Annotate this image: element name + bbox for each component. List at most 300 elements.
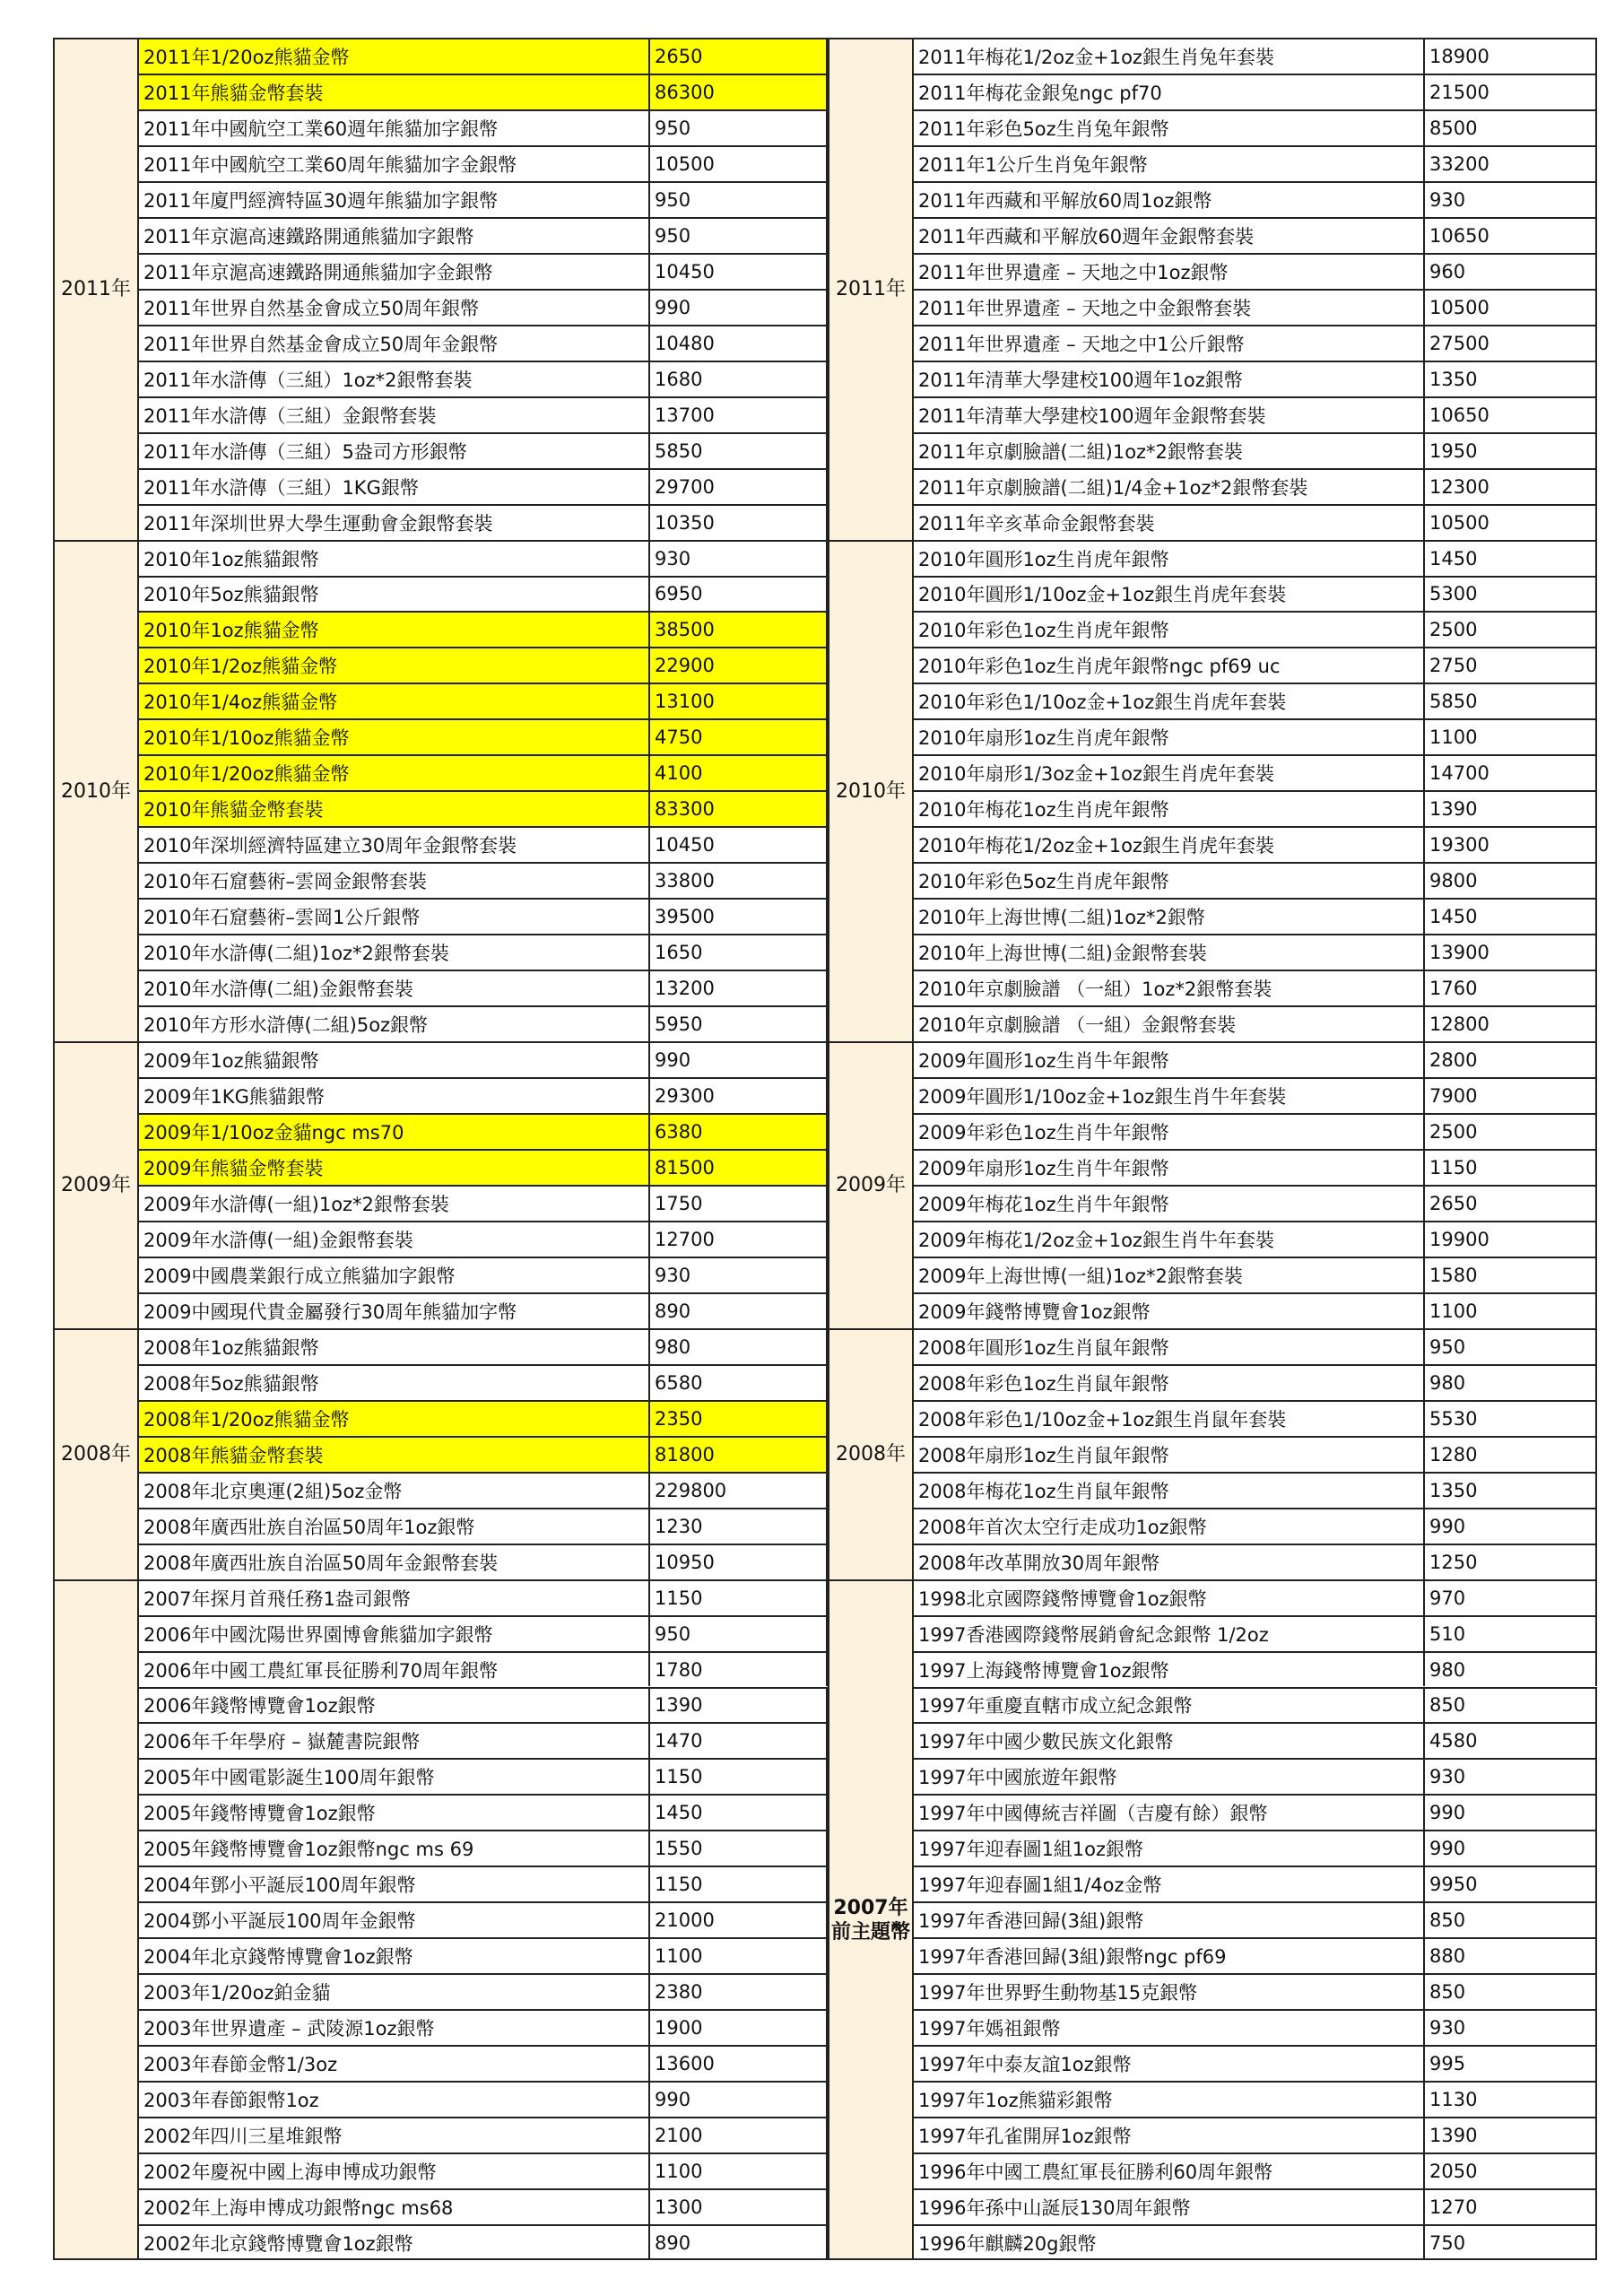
coin-price: 980 [650,1330,828,1364]
coin-name: 1997年世界野生動物基15克銀幣 [914,1975,1425,2009]
coin-name: 2010年圓形1/10oz金+1oz銀生肖虎年套裝 [914,578,1425,612]
coin-name: 2011年1/20oz熊貓金幣 [139,39,650,74]
coin-price: 33200 [1425,147,1597,181]
table-row [914,361,1597,396]
table-row [914,1579,1597,1615]
coin-name: 2008年1/20oz熊貓金幣 [139,1402,650,1436]
table-row [139,1579,828,1615]
table-row [139,1901,828,1937]
coin-name: 2006年錢幣博覽會1oz銀幣 [139,1689,650,1723]
coin-name: 2009年彩色1oz生肖牛年銀幣 [914,1115,1425,1149]
table-row [914,1866,1597,1901]
coin-price: 1900 [650,2011,828,2045]
coin-price: 1580 [1425,1258,1597,1292]
table-row [139,2224,828,2260]
table-row [139,934,828,970]
coin-name: 2005年錢幣博覽會1oz銀幣 [139,1796,650,1830]
table-row [914,1973,1597,2009]
coin-price: 2800 [1425,1043,1597,1077]
coin-price: 18900 [1425,39,1597,74]
coin-name: 2010年1/2oz熊貓金幣 [139,648,650,683]
coin-price: 850 [1425,1903,1597,1937]
year-group [53,540,828,1042]
coin-name: 1996年孫中山誕辰130周年銀幣 [914,2190,1425,2224]
coin-name: 2011年京滬高速鐵路開通熊貓加字銀幣 [139,219,650,253]
coin-price: 5950 [650,1007,828,1041]
table-row [914,432,1597,468]
table-row [139,1472,828,1508]
table-row [914,2045,1597,2081]
coin-name: 2010年深圳經濟特區建立30周年金銀幣套裝 [139,828,650,862]
coin-price: 990 [1425,1509,1597,1544]
coin-price: 1130 [1425,2083,1597,2117]
coin-name: 2010年熊貓金幣套裝 [139,792,650,826]
coin-price: 930 [650,1258,828,1292]
coin-name: 2010年梅花1/2oz金+1oz銀生肖虎年套裝 [914,828,1425,862]
coin-price: 1150 [650,1760,828,1794]
coin-name: 2011年梅花1/2oz金+1oz銀生肖兔年套裝 [914,39,1425,74]
table-row [139,1364,828,1400]
coin-price: 2650 [650,39,828,74]
coin-price: 10350 [650,506,828,540]
coin-name: 2009年梅花1/2oz金+1oz銀生肖牛年套裝 [914,1222,1425,1257]
coin-name: 2003年春節銀幣1oz [139,2083,650,2117]
table-row [139,181,828,217]
table-row [139,1722,828,1758]
price-list-sheet [53,38,1597,2260]
coin-price: 950 [650,111,828,145]
coin-name: 2008年圓形1oz生肖鼠年銀幣 [914,1330,1425,1364]
coin-name: 2011年西藏和平解放60週年金銀幣套裝 [914,219,1425,253]
coin-price: 5300 [1425,578,1597,612]
table-row [914,934,1597,970]
coin-name: 2003年春節金幣1/3oz [139,2047,650,2081]
table-row [139,1544,828,1579]
coin-name: 1997年香港回歸(3組)銀幣 [914,1903,1425,1937]
table-row [914,2009,1597,2045]
table-row [139,826,828,862]
coin-price: 990 [1425,1796,1597,1830]
coin-name: 2002年慶祝中國上海申博成功銀幣 [139,2154,650,2188]
coin-price: 13100 [650,684,828,718]
coin-price: 10500 [650,147,828,181]
coin-name: 2005年錢幣博覽會1oz銀幣ngc ms 69 [139,1831,650,1866]
coin-name: 2011年水滸傳（三組）1KG銀幣 [139,470,650,504]
coin-name: 1997年重慶直轄市成立紀念銀幣 [914,1689,1425,1723]
year-label: 2009年 [53,1041,139,1328]
coin-name: 2009年上海世博(一組)1oz*2銀幣套裝 [914,1258,1425,1292]
coin-name: 2008年北京奧運(2組)5oz金幣 [139,1474,650,1508]
coin-price: 2100 [650,2118,828,2152]
coin-name: 2008年扇形1oz生肖鼠年銀幣 [914,1438,1425,1472]
table-row [139,576,828,612]
coin-name: 2010年圓形1oz生肖虎年銀幣 [914,542,1425,576]
coin-price: 930 [1425,2011,1597,2045]
coin-name: 2006年中國沈陽世界園博會熊貓加字銀幣 [139,1617,650,1651]
year-label: 2011年 [828,38,914,540]
table-row [139,1257,828,1292]
coin-name: 1997年中國傳統吉祥圖（吉慶有餘）銀幣 [914,1796,1425,1830]
coin-price: 1150 [1425,1151,1597,1185]
coin-price: 13900 [1425,935,1597,970]
coin-name: 2011年世界遺產 – 天地之中1公斤銀幣 [914,326,1425,361]
table-row [914,826,1597,862]
coin-name: 1996年中國工農紅軍長征勝利60周年銀幣 [914,2154,1425,2188]
year-label: 2008年 [53,1328,139,1579]
coin-name: 2011年世界自然基金會成立50周年銀幣 [139,291,650,325]
coin-price: 2500 [1425,613,1597,647]
coin-price: 21000 [650,1903,828,1937]
table-row [139,1508,828,1544]
table-row [139,1615,828,1651]
coin-name: 2006年千年學府 – 嶽麓書院銀幣 [139,1724,650,1758]
coin-name: 1996年麒麟20g銀幣 [914,2226,1425,2260]
coin-name: 2011年彩色5oz生肖兔年銀幣 [914,111,1425,145]
coin-name: 2010年彩色1oz生肖虎年銀幣ngc pf69 uc [914,648,1425,683]
table-row [139,2081,828,2117]
coin-name: 2010年上海世博(二組)1oz*2銀幣 [914,900,1425,934]
coin-name: 2010年方形水滸傳(二組)5oz銀幣 [139,1007,650,1041]
coin-price: 81500 [650,1151,828,1185]
coin-name: 1997年香港回歸(3組)銀幣ngc pf69 [914,1939,1425,1973]
coin-name: 2008年熊貓金幣套裝 [139,1438,650,1472]
coin-price: 510 [1425,1617,1597,1651]
coin-price: 1100 [1425,1294,1597,1328]
coin-name: 2003年1/20oz鉑金貓 [139,1975,650,2009]
table-row [139,289,828,325]
coin-price: 1270 [1425,2190,1597,2224]
coin-name: 2010年上海世博(二組)金銀幣套裝 [914,935,1425,970]
coin-name: 2008年1oz熊貓銀幣 [139,1330,650,1364]
table-row [914,217,1597,253]
coin-name: 2002年上海申博成功銀幣ngc ms68 [139,2190,650,2224]
table-row [914,2224,1597,2260]
table-row [139,1328,828,1364]
year-group [828,1328,1597,1579]
year-group [53,1328,828,1579]
coin-price: 1390 [1425,2118,1597,2152]
coin-name: 2005年中國電影誕生100周年銀幣 [139,1760,650,1794]
year-label: 2008年 [828,1328,914,1579]
table-row [914,1257,1597,1292]
coin-price: 890 [650,1294,828,1328]
coin-name: 2009年扇形1oz生肖牛年銀幣 [914,1151,1425,1185]
table-row [139,1041,828,1077]
coin-price: 83300 [650,792,828,826]
table-row [914,862,1597,898]
coin-price: 8500 [1425,111,1597,145]
coin-name: 1997年迎春圖1組1/4oz金幣 [914,1867,1425,1901]
coin-name: 2003年世界遺產 – 武陵源1oz銀幣 [139,2011,650,2045]
coin-price: 1470 [650,1724,828,1758]
table-row [914,38,1597,74]
table-row [914,2081,1597,2117]
coin-name: 2004年鄧小平誕辰100周年銀幣 [139,1867,650,1901]
coin-price: 10450 [650,255,828,289]
table-row [139,2045,828,2081]
coin-price: 990 [1425,1831,1597,1866]
coin-name: 2010年1/10oz熊貓金幣 [139,720,650,754]
table-bottom-border [828,2258,1597,2260]
coin-name: 1997香港國際錢幣展銷會紀念銀幣 1/2oz [914,1617,1425,1651]
coin-price: 1250 [1425,1545,1597,1579]
coin-name: 2009年錢幣博覽會1oz銀幣 [914,1294,1425,1328]
table-row [139,1149,828,1185]
table-row [139,361,828,396]
coin-price: 1100 [650,1939,828,1973]
coin-price: 27500 [1425,326,1597,361]
coin-name: 2011年清華大學建校100週年金銀幣套裝 [914,398,1425,432]
table-row [139,1866,828,1901]
coin-name: 2006年中國工農紅軍長征勝利70周年銀幣 [139,1653,650,1687]
table-row [139,38,828,74]
coin-name: 2002年四川三星堆銀幣 [139,2118,650,2152]
table-row [139,1113,828,1149]
table-row [139,718,828,754]
table-row [914,1901,1597,1937]
coin-name: 2009年1/10oz金貓ngc ms70 [139,1115,650,1149]
coin-name: 2010年彩色1oz生肖虎年銀幣 [914,613,1425,647]
coin-price: 1350 [1425,362,1597,396]
table-row [139,145,828,181]
coin-price: 6950 [650,578,828,612]
coin-price: 890 [650,2226,828,2260]
coin-name: 2009中國現代貴金屬發行30周年熊貓加字幣 [139,1294,650,1328]
coin-price: 2380 [650,1975,828,2009]
table-row [139,1077,828,1113]
coin-price: 12800 [1425,1007,1597,1041]
table-row [914,611,1597,647]
coin-name: 1997年中泰友誼1oz銀幣 [914,2047,1425,2081]
table-row [914,2117,1597,2152]
coin-name: 2009年1KG熊貓銀幣 [139,1079,650,1113]
coin-price: 1150 [650,1581,828,1615]
coin-price: 1390 [1425,792,1597,826]
table-row [914,647,1597,683]
coin-name: 2009年圓形1oz生肖牛年銀幣 [914,1043,1425,1077]
table-row [914,1508,1597,1544]
coin-name: 2011年西藏和平解放60周1oz銀幣 [914,183,1425,217]
table-row [139,1221,828,1257]
coin-price: 12700 [650,1222,828,1257]
coin-name: 1997年1oz熊貓彩銀幣 [914,2083,1425,2117]
table-row [914,540,1597,576]
table-row [914,1830,1597,1866]
table-row [914,253,1597,289]
year-group [53,38,828,540]
table-row [139,611,828,647]
table-row [139,1185,828,1221]
coin-price: 14700 [1425,756,1597,790]
table-row [139,1937,828,1973]
coin-name: 2010年1/20oz熊貓金幣 [139,756,650,790]
coin-name: 1997年中國少數民族文化銀幣 [914,1724,1425,1758]
coin-price: 1760 [1425,971,1597,1005]
coin-name: 2011年世界自然基金會成立50周年金銀幣 [139,326,650,361]
year-label: 2010年 [53,540,139,1042]
coin-price: 33800 [650,864,828,898]
coin-price: 930 [650,542,828,576]
table-row [914,1472,1597,1508]
table-row [139,898,828,934]
coin-name: 2010年5oz熊貓銀幣 [139,578,650,612]
coin-price: 980 [1425,1653,1597,1687]
coin-name: 2010年1oz熊貓金幣 [139,613,650,647]
table-row [914,1400,1597,1436]
coin-price: 1750 [650,1187,828,1221]
coin-name: 1997年迎春圖1組1oz銀幣 [914,1831,1425,1866]
coin-name: 2011年廈門經濟特區30週年熊貓加字銀幣 [139,183,650,217]
coin-price: 1230 [650,1509,828,1544]
coin-name: 2010年扇形1oz生肖虎年銀幣 [914,720,1425,754]
coin-price: 2500 [1425,1115,1597,1149]
coin-price: 39500 [650,900,828,934]
coin-price: 750 [1425,2226,1597,2260]
year-label: 2007年 前主題幣 [828,1579,914,2260]
table-row [914,504,1597,540]
table-row [139,2152,828,2188]
year-group [828,38,1597,540]
coin-name: 2011年京劇臉譜(二組)1/4金+1oz*2銀幣套裝 [914,470,1425,504]
coin-price: 850 [1425,1689,1597,1723]
coin-name: 2011年1公斤生肖兔年銀幣 [914,147,1425,181]
coin-price: 960 [1425,255,1597,289]
coin-name: 1997年孔雀開屏1oz銀幣 [914,2118,1425,2152]
coin-price: 21500 [1425,75,1597,109]
table-row [139,396,828,432]
coin-price: 1450 [650,1796,828,1830]
year-group [828,1579,1597,2260]
coin-price: 29700 [650,470,828,504]
coin-price: 1100 [1425,720,1597,754]
table-row [139,217,828,253]
coin-name: 2010年1/4oz熊貓金幣 [139,684,650,718]
table-row [914,325,1597,361]
coin-price: 2050 [1425,2154,1597,2188]
coin-name: 2010年京劇臉譜 （一組）金銀幣套裝 [914,1007,1425,1041]
coin-price: 22900 [650,648,828,683]
coin-name: 2010年1oz熊貓銀幣 [139,542,650,576]
coin-price: 9950 [1425,1867,1597,1901]
coin-price: 850 [1425,1975,1597,2009]
table-row [139,1758,828,1794]
coin-price: 990 [650,291,828,325]
coin-price: 950 [1425,1330,1597,1364]
table-row [139,683,828,718]
right-price-table [828,38,1597,2260]
coin-name: 2010年石窟藝術–雲岡1公斤銀幣 [139,900,650,934]
table-row [914,1436,1597,1472]
coin-name: 2010年彩色5oz生肖虎年銀幣 [914,864,1425,898]
coin-price: 2750 [1425,648,1597,683]
coin-price: 13600 [650,2047,828,2081]
coin-price: 13700 [650,398,828,432]
coin-price: 13200 [650,971,828,1005]
table-row [139,109,828,145]
table-row [914,1687,1597,1723]
coin-price: 2650 [1425,1187,1597,1221]
table-row [914,970,1597,1005]
coin-name: 2008年廣西壯族自治區50周年金銀幣套裝 [139,1545,650,1579]
coin-price: 950 [650,183,828,217]
coin-name: 2008年改革開放30周年銀幣 [914,1545,1425,1579]
year-group [53,1041,828,1328]
coin-name: 2008年5oz熊貓銀幣 [139,1366,650,1400]
table-row [914,1185,1597,1221]
table-row [914,1794,1597,1830]
coin-price: 970 [1425,1581,1597,1615]
coin-name: 2011年梅花金銀兔ngc pf70 [914,75,1425,109]
table-row [914,683,1597,718]
coin-price: 6580 [650,1366,828,1400]
coin-name: 1997上海錢幣博覽會1oz銀幣 [914,1653,1425,1687]
coin-name: 2008年彩色1/10oz金+1oz銀生肖鼠年套裝 [914,1402,1425,1436]
coin-price: 10650 [1425,398,1597,432]
coin-price: 1450 [1425,542,1597,576]
table-row [139,1687,828,1723]
coin-price: 1680 [650,362,828,396]
coin-name: 2011年水滸傳（三組）5盎司方形銀幣 [139,434,650,468]
table-row [139,2009,828,2045]
coin-name: 2011年世界遺產 – 天地之中金銀幣套裝 [914,291,1425,325]
year-label: 2010年 [828,540,914,1042]
coin-price: 1100 [650,2154,828,2188]
table-row [139,2188,828,2224]
coin-name: 2010年京劇臉譜 （一組）1oz*2銀幣套裝 [914,971,1425,1005]
table-row [914,718,1597,754]
year-group [828,1041,1597,1328]
coin-price: 1390 [650,1689,828,1723]
coin-price: 7900 [1425,1079,1597,1113]
coin-price: 5530 [1425,1402,1597,1436]
coin-name: 2011年水滸傳（三組）金銀幣套裝 [139,398,650,432]
coin-name: 2011年清華大學建校100週年1oz銀幣 [914,362,1425,396]
year-label: 2011年 [53,38,139,540]
coin-name: 2011年辛亥革命金銀幣套裝 [914,506,1425,540]
table-row [139,647,828,683]
coin-price: 6380 [650,1115,828,1149]
table-row [914,1651,1597,1687]
coin-name: 2008年首次太空行走成功1oz銀幣 [914,1509,1425,1544]
coin-price: 1280 [1425,1438,1597,1472]
coin-name: 2009年1oz熊貓銀幣 [139,1043,650,1077]
table-row [914,1113,1597,1149]
table-row [914,1615,1597,1651]
coin-price: 950 [650,1617,828,1651]
table-row [914,1364,1597,1400]
coin-name: 2011年深圳世界大學生運動會金銀幣套裝 [139,506,650,540]
table-row [914,2188,1597,2224]
coin-price: 950 [650,219,828,253]
coin-price: 930 [1425,183,1597,217]
coin-price: 1780 [650,1653,828,1687]
coin-name: 2010年水滸傳(二組)金銀幣套裝 [139,971,650,1005]
table-row [139,970,828,1005]
coin-price: 1650 [650,935,828,970]
coin-price: 10480 [650,326,828,361]
table-row [914,289,1597,325]
table-row [139,432,828,468]
coin-name: 2008年廣西壯族自治區50周年1oz銀幣 [139,1509,650,1544]
coin-name: 2009年熊貓金幣套裝 [139,1151,650,1185]
coin-name: 2009中國農業銀行成立熊貓加字銀幣 [139,1258,650,1292]
coin-price: 1550 [650,1831,828,1866]
table-row [914,1149,1597,1185]
coin-price: 4580 [1425,1724,1597,1758]
table-row [139,325,828,361]
coin-name: 1997年中國旅遊年銀幣 [914,1760,1425,1794]
coin-name: 2007年探月首飛任務1盎司銀幣 [139,1581,650,1615]
